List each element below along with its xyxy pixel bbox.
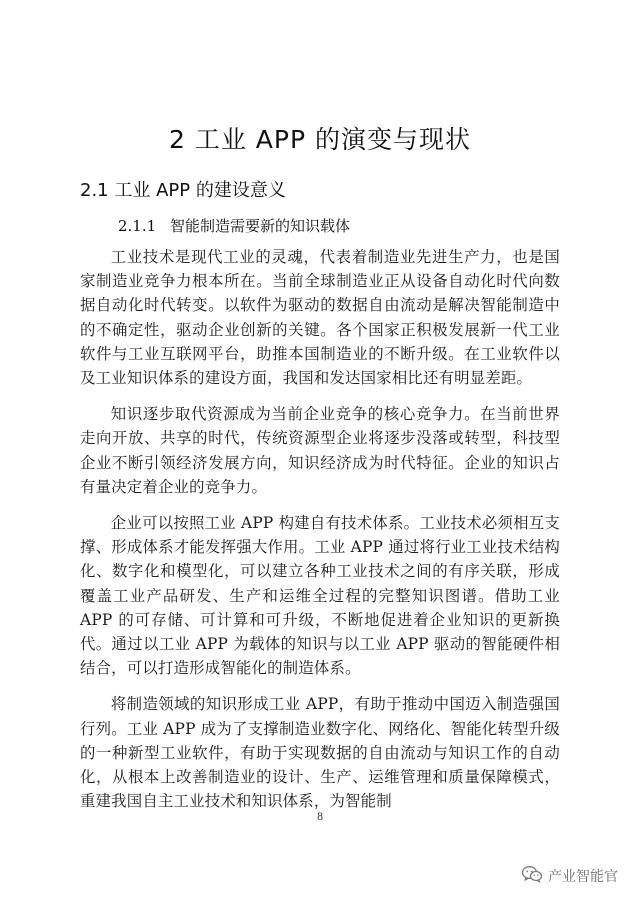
subsection-heading (118, 215, 350, 236)
body-text (80, 245, 560, 825)
watermark (521, 865, 618, 887)
paragraph: 企业可以按照工业 APP 构建自有技术体系。工业技术必须相互支撑、形成体系才能发挥强大作用。工业 APP 通过将行业工业技术结构化、数字化和模型化，可以建立各种工业技术之间的有序关联，形成覆盖工业产品研发、生产和运维全过程的完整知识图谱。借助工业 APP 的可存储、可计算和可升级，不断地促进着企业知识的更新换代。通过以工业 APP 为载体的知识与以工业 APP 驱动的智能硬件相结合，可以打造形成智能化的制造体系。 (80, 514, 560, 678)
chapter-title: 2 工业 APP 的演变与现状 (168, 125, 471, 154)
subsection-number: 2.1.1 (118, 217, 157, 235)
section-title: 2.1 工业 APP 的建设意义 (80, 180, 286, 201)
watermark-text: 产业智能官 (548, 869, 618, 885)
paragraph: 工业技术是现代工业的灵魂，代表着制造业先进生产力，也是国家制造业竞争力根本所在。当前全球制造业正从设备自动化时代向数据自动化时代转变。以软件为驱动的数据自由流动是解决智能制造中的不确定性，驱动企业创新的关键。各个国家正积极发展新一代工业软件与工业互联网平台，助推本国制造业的不断升级。在工业软件以及工业知识体系的建设方面，我国和发达国家相比还有明显差距。 (80, 248, 560, 388)
paragraph: 知识逐步取代资源成为当前企业竞争的核心竞争力。在当前世界走向开放、共享的时代，传统资源型企业将逐步没落或转型，科技型企业不断引领经济发展方向，知识经济成为时代特征。企业的知识占有量决定着企业的竞争力。 (80, 405, 560, 496)
page-number: 8 (316, 812, 324, 823)
paragraph: 将制造领域的知识形成工业 APP，有助于推动中国迈入制造强国行列。工业 APP 成为了支撑制造业数字化、网络化、智能化转型升级的一种新型工业软件，有助于实现数据的自由流动与知识工作的自动化，从根本上改善制造业的设计、生产、运维管理和质量保障模式，重建我国自主工业技术和知识体系，为智能制 (80, 695, 560, 811)
subsection-title: 智能制造需要新的知识载体 (170, 217, 351, 235)
wechat-icon (521, 865, 543, 887)
